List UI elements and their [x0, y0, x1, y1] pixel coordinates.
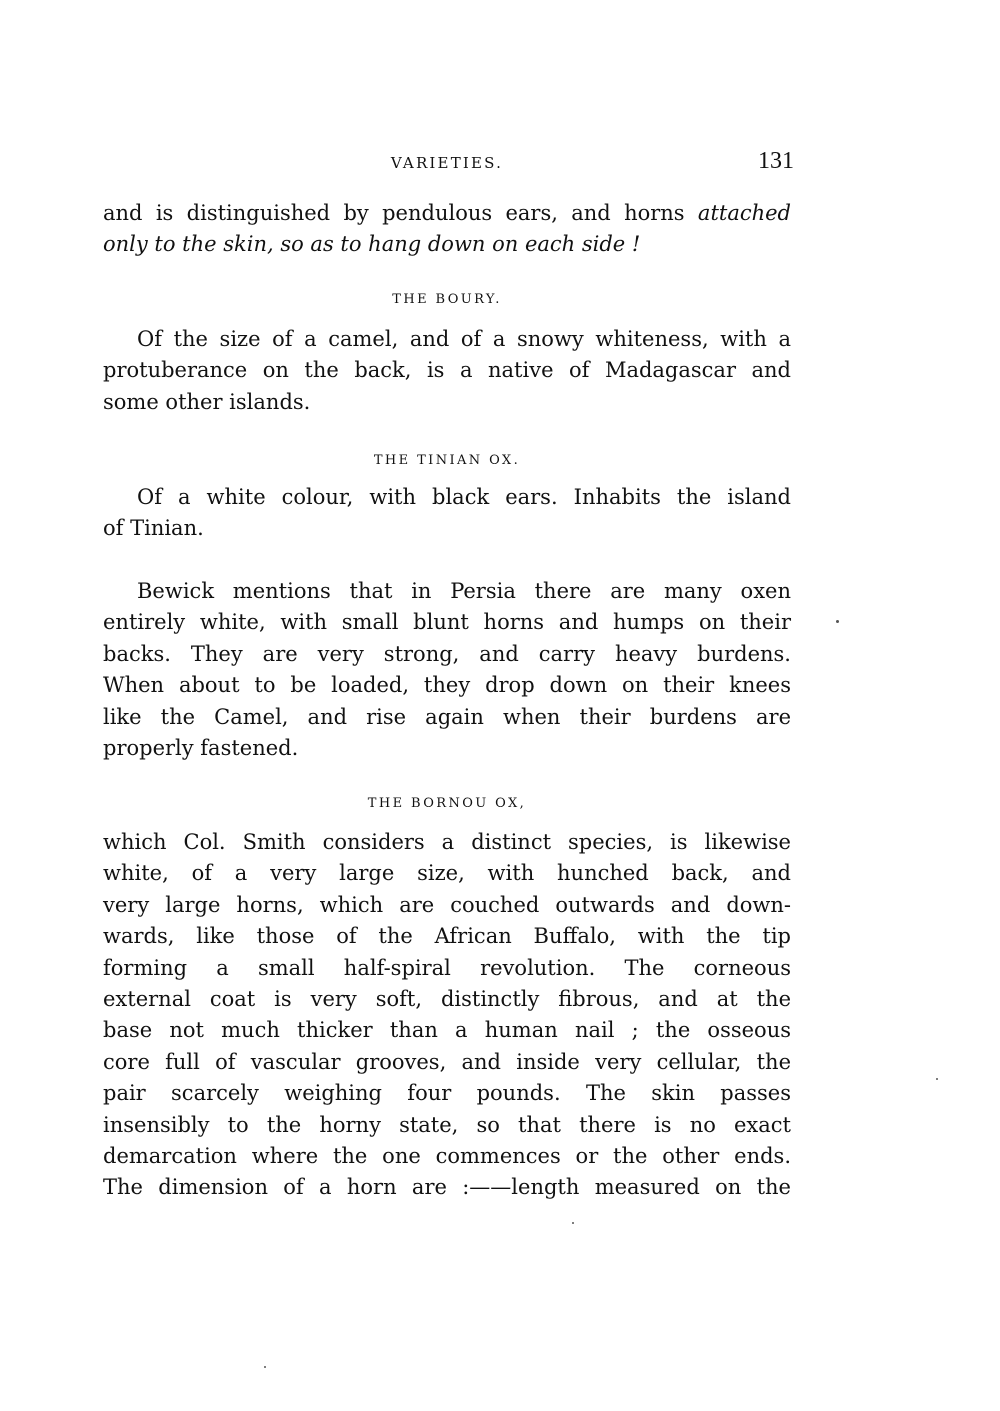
text-line: of Tinian. [103, 516, 204, 541]
print-speck [936, 1078, 938, 1080]
paragraph-tinian [103, 482, 791, 545]
section-heading-tinian: THE TINIAN OX. [373, 453, 521, 468]
text-line [103, 198, 791, 229]
print-speck [572, 1222, 574, 1224]
text-line: protuberance on the back, is a native of Madagascar and [103, 358, 791, 383]
text-line: pair scarcely weighing four pounds. The skin passes [103, 1081, 791, 1106]
text-line: base not much thicker than a human nail ; the osseous [103, 1018, 791, 1043]
text-span: and is distinguished by pendulous ears, and horns [103, 201, 698, 225]
text-line: The dimension of a horn are :——length measured on the [103, 1175, 791, 1200]
print-speck [264, 1366, 266, 1368]
section-heading-boury: THE BOURY. [392, 292, 502, 307]
text-line: When about to be loaded, they drop down on their knees [103, 673, 791, 698]
paragraph-bornou [103, 827, 791, 1204]
text-line: forming a small half-spiral revolution. The corneous [103, 955, 791, 980]
page-number: 131 [758, 148, 794, 174]
italic-text: only to the skin, so as to hang down on each side ! [103, 232, 641, 257]
text-line: which Col. Smith considers a distinct species, is likewise [103, 830, 791, 854]
text-line [103, 229, 791, 260]
text-line: demarcation where the one commences or the other ends. [103, 1144, 791, 1169]
text-line: very large horns, which are couched outwards and down- [103, 892, 791, 917]
text-line: like the Camel, and rise again when their burdens are [103, 704, 791, 729]
text-line: backs. They are very strong, and carry heavy burdens. [103, 641, 791, 666]
text-line: external coat is very soft, distinctly fibrous, and at the [103, 987, 791, 1012]
text-line: insensibly to the horny state, so that there is no exact [103, 1112, 791, 1137]
print-speck [836, 620, 839, 623]
section-heading-bornou: THE BORNOU OX, [367, 796, 527, 811]
italic-text: attached [697, 201, 791, 225]
running-head [100, 148, 794, 182]
text-line: Of the size of a camel, and of a snowy whiteness, with a [137, 327, 791, 351]
text-line: Bewick mentions that in Persia there are many oxen [137, 579, 791, 603]
text-line: Of a white colour, with black ears. Inhabits the island [137, 485, 791, 509]
text-line: properly fastened. [103, 736, 299, 761]
text-line: core full of vascular grooves, and inside very cellular, the [103, 1049, 791, 1074]
text-line: some other islands. [103, 389, 311, 414]
text-line: white, of a very large size, with hunched back, and [103, 861, 791, 886]
text-line: wards, like those of the African Buffalo, with the tip [103, 924, 791, 949]
paragraph-bewick [103, 576, 791, 764]
running-title: VARIETIES. [390, 154, 504, 172]
text-line: entirely white, with small blunt horns and humps on their [103, 610, 791, 635]
paragraph-boury [103, 324, 791, 418]
paragraph-continuation [103, 198, 791, 261]
